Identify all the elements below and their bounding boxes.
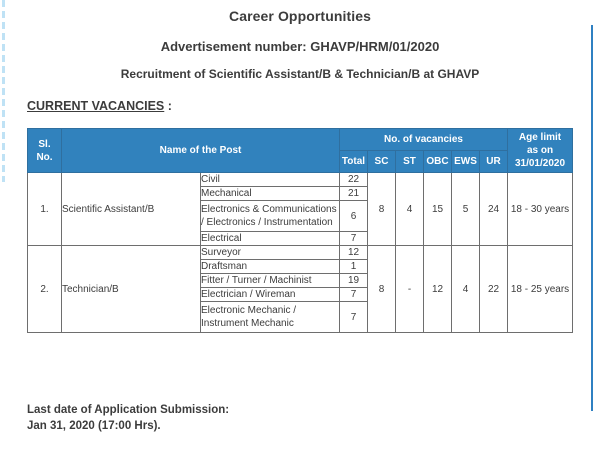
cell-ews: 4	[452, 246, 480, 333]
cell-post-name: Technician/B	[62, 246, 201, 333]
cell-st: 4	[396, 173, 424, 246]
cell-discipline: Electrician / Wireman	[201, 288, 340, 302]
cell-sc: 8	[368, 246, 396, 333]
age-limit-line-1: Age limit	[518, 132, 562, 143]
cell-ur: 22	[480, 246, 508, 333]
cell-sc: 8	[368, 173, 396, 246]
cell-discipline: Surveyor	[201, 246, 340, 260]
column-header-no-of-vacancies: No. of vacancies	[340, 129, 508, 151]
column-header-sl-no	[28, 129, 62, 173]
cell-total: 21	[340, 187, 368, 201]
cell-ews: 5	[452, 173, 480, 246]
cell-discipline: Draftsman	[201, 260, 340, 274]
cell-total: 7	[340, 232, 368, 246]
cell-total: 7	[340, 302, 368, 333]
page-title: Career Opportunities	[228, 8, 372, 24]
column-header-total: Total	[340, 151, 368, 173]
cell-total: 12	[340, 246, 368, 260]
cell-sl-no: 2.	[28, 246, 62, 333]
cell-age-limit: 18 - 25 years	[508, 246, 573, 333]
cell-discipline: Electronics & Communications / Electronics / Instrumentation	[201, 201, 340, 232]
section-heading-colon: :	[164, 99, 172, 113]
cell-sl-no: 1.	[28, 173, 62, 246]
cell-total: 6	[340, 201, 368, 232]
cell-discipline: Electronic Mechanic / Instrument Mechanic	[201, 302, 340, 333]
section-heading-text: CURRENT VACANCIES	[27, 99, 165, 113]
advertisement-number: Advertisement number: GHAVP/HRM/01/2020	[160, 39, 440, 54]
last-date-note	[27, 402, 229, 434]
cell-ur: 24	[480, 173, 508, 246]
table-header	[28, 129, 573, 173]
sl-no-line-1: Sl.	[38, 138, 51, 150]
cell-total: 1	[340, 260, 368, 274]
cell-total: 19	[340, 274, 368, 288]
cell-st: -	[396, 246, 424, 333]
sl-no-line-2: No.	[36, 151, 53, 163]
cell-total: 7	[340, 288, 368, 302]
page-left-edge-decoration	[2, 0, 5, 182]
column-header-obc: OBC	[424, 151, 452, 173]
cell-discipline: Fitter / Turner / Machinist	[201, 274, 340, 288]
section-heading	[27, 99, 600, 113]
table-header-row-1	[28, 129, 573, 151]
cell-discipline: Mechanical	[201, 187, 340, 201]
column-header-sc: SC	[368, 151, 396, 173]
cell-total: 22	[340, 173, 368, 187]
cell-discipline: Electrical	[201, 232, 340, 246]
cell-post-name: Scientific Assistant/B	[62, 173, 201, 246]
column-header-ur: UR	[480, 151, 508, 173]
last-date-value: Jan 31, 2020 (17:00 Hrs).	[27, 420, 161, 432]
table-row	[28, 173, 573, 187]
cell-obc: 15	[424, 173, 452, 246]
cell-discipline: Civil	[201, 173, 340, 187]
age-limit-line-2: as on	[526, 145, 554, 156]
last-date-label: Last date of Application Submission:	[27, 404, 230, 416]
page-right-rule	[591, 25, 593, 411]
column-header-st: ST	[396, 151, 424, 173]
column-header-age-limit	[508, 129, 573, 173]
table-row	[28, 246, 573, 260]
cell-obc: 12	[424, 246, 452, 333]
column-header-name-of-post: Name of the Post	[62, 129, 340, 173]
recruitment-line: Recruitment of Scientific Assistant/B & Technician/B at GHAVP	[120, 67, 480, 81]
vacancies-table	[27, 128, 573, 333]
column-header-ews: EWS	[452, 151, 480, 173]
table-body	[28, 173, 573, 333]
cell-age-limit: 18 - 30 years	[508, 173, 573, 246]
age-limit-line-3: 31/01/2020	[514, 158, 566, 169]
